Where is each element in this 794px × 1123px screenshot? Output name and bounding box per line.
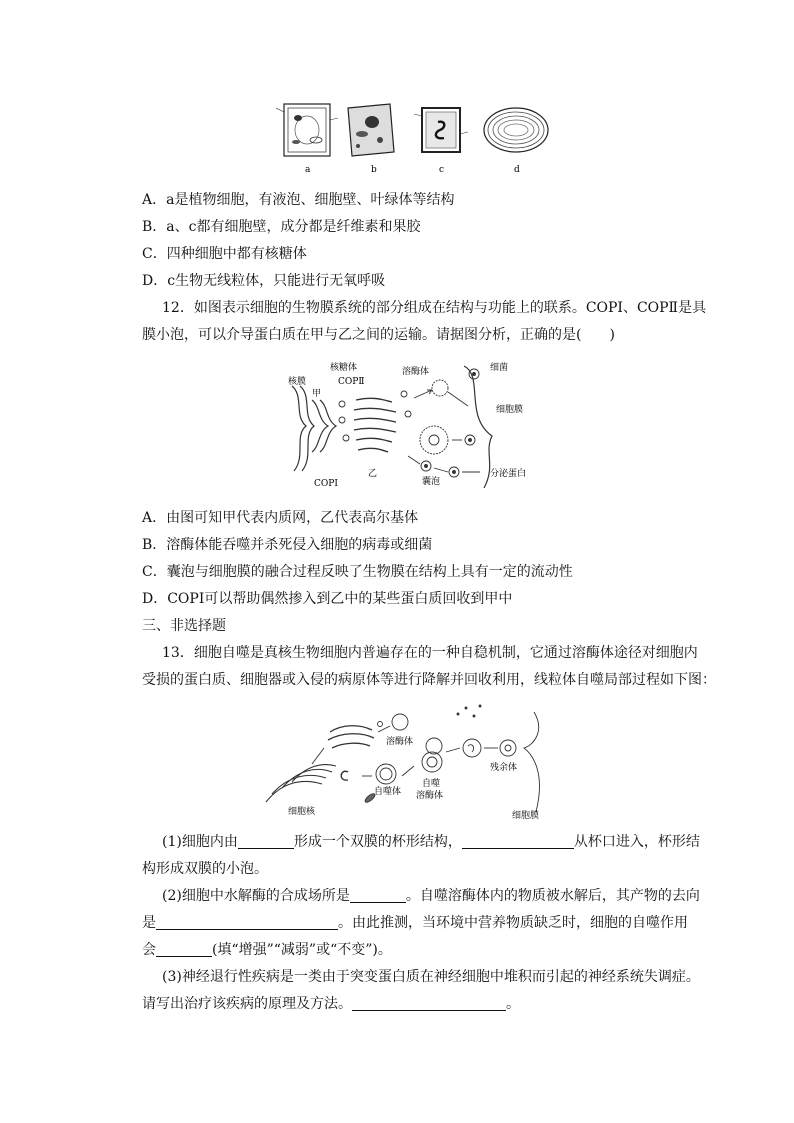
cell-a-drawing bbox=[276, 104, 338, 156]
label-secreted-protein: 分泌蛋白 bbox=[490, 469, 527, 479]
label-ribosome: 核糖体 bbox=[330, 363, 358, 373]
cell-c-label: c bbox=[439, 165, 445, 175]
q11-option-d: D．c生物无线粒体，只能进行无氧呼吸 bbox=[142, 273, 386, 289]
q11-cell-figure bbox=[276, 100, 556, 176]
q13-part1-blank2[interactable] bbox=[462, 834, 574, 849]
q13-part2-blank2[interactable] bbox=[156, 915, 338, 930]
label-autophagosome: 自噬体 bbox=[374, 787, 402, 797]
label-bacteria: 细菌 bbox=[490, 363, 509, 373]
q12-membrane-figure bbox=[284, 356, 554, 490]
q13-part2-line2 bbox=[142, 913, 688, 933]
q13-part2-text-e: 会 bbox=[142, 942, 156, 958]
label-jia: 甲 bbox=[312, 389, 322, 399]
q13-part2-line1 bbox=[162, 886, 700, 906]
q13-part2-text-d: 。由此推测，当环境中营养物质缺乏时，细胞的自噬作用 bbox=[338, 915, 688, 931]
label-copi: COPⅠ bbox=[314, 479, 338, 489]
q13-part2-blank1[interactable] bbox=[350, 888, 406, 903]
q13-part3-line1: (3)神经退行性疾病是一类由于突变蛋白质在神经细胞中堆积而引起的神经系统失调症。 bbox=[162, 969, 700, 985]
q13-part3-line2 bbox=[142, 994, 520, 1014]
section-heading: 三、非选择题 bbox=[142, 618, 226, 634]
q13-part1-line1 bbox=[162, 832, 700, 852]
cell-membrane-drawing bbox=[464, 366, 492, 488]
label-residual-body: 残余体 bbox=[490, 763, 518, 773]
label-lysosome: 溶酶体 bbox=[386, 737, 414, 747]
label-autolysosome-2: 溶酶体 bbox=[416, 791, 444, 801]
q13-part3-text-c: 。 bbox=[506, 996, 520, 1012]
q13-part2-text-b: 。自噬溶酶体内的物质被水解后，其产物的去向 bbox=[405, 888, 700, 904]
q13-part2-line3 bbox=[142, 940, 392, 960]
label-cell-membrane: 细胞膜 bbox=[512, 811, 540, 820]
label-vesicle: 囊泡 bbox=[422, 477, 441, 487]
q13-part1-text-a: (1)细胞内由 bbox=[162, 834, 238, 850]
cell-c-drawing bbox=[414, 108, 468, 152]
label-yi: 乙 bbox=[368, 469, 378, 479]
q11-option-c: C．四种细胞中都有核糖体 bbox=[142, 246, 307, 262]
label-lysosome: 溶酶体 bbox=[402, 367, 430, 377]
q13-part2-blank3[interactable] bbox=[156, 942, 212, 957]
q13-stem-line2: 受损的蛋白质、细胞器或入侵的病原体等进行降解并回收利用，线粒体自噬局部过程如下图： bbox=[142, 672, 716, 688]
q12-option-a: A．由图可知甲代表内质网，乙代表高尔基体 bbox=[142, 510, 419, 526]
q13-part1-blank1[interactable] bbox=[238, 834, 294, 849]
label-autolysosome-1: 自噬 bbox=[422, 779, 441, 789]
q13-part2-text-c: 是 bbox=[142, 915, 156, 931]
q12-stem-line2: 膜小泡，可以介导蛋白质在甲与乙之间的运输。请据图分析，正确的是( ) bbox=[142, 327, 615, 343]
q12-stem-line1: 12．如图表示细胞的生物膜系统的部分组成在结构与功能上的联系。COPⅠ、COPⅡ是具 bbox=[162, 300, 707, 316]
golgi-drawing bbox=[328, 726, 374, 748]
q13-part3-blank[interactable] bbox=[352, 996, 506, 1011]
q13-part1-text-b: 形成一个双膜的杯形结构， bbox=[293, 834, 462, 850]
q13-part1-text-c: 从杯口进入，杯形结 bbox=[573, 834, 700, 850]
nucleus-drawing bbox=[266, 765, 336, 802]
q13-part3-text-b: 请写出治疗该疾病的原理及方法。 bbox=[142, 996, 352, 1012]
cell-d-drawing bbox=[484, 108, 548, 152]
label-copii: COPⅡ bbox=[338, 377, 365, 387]
q12-option-b: B．溶酶体能吞噬并杀死侵入细胞的病毒或细菌 bbox=[142, 537, 433, 553]
cell-b-drawing bbox=[348, 104, 394, 156]
cell-d-label: d bbox=[514, 165, 520, 175]
q13-stem-line1: 13．细胞自噬是真核生物细胞内普遍存在的一种自稳机制，它通过溶酶体途径对细胞内 bbox=[162, 645, 698, 661]
q12-option-c: C．囊泡与细胞膜的融合过程反映了生物膜在结构上具有一定的流动性 bbox=[142, 564, 573, 580]
q11-option-b: B．a、c都有细胞壁，成分都是纤维素和果胶 bbox=[142, 219, 421, 235]
q13-autophagy-figure bbox=[262, 702, 552, 820]
q13-part2-text-f: (填“增强”“减弱”或“不变”)。 bbox=[212, 942, 392, 958]
q13-part1-line2: 构形成双膜的小泡。 bbox=[142, 861, 268, 877]
label-nuclear-membrane: 核膜 bbox=[288, 377, 307, 387]
q13-part2-text-a: (2)细胞中水解酶的合成场所是 bbox=[162, 888, 350, 904]
label-cell-membrane: 细胞膜 bbox=[496, 405, 524, 415]
figure-labels bbox=[288, 361, 526, 489]
q12-option-d: D．COPⅠ可以帮助偶然掺入到乙中的某些蛋白质回收到甲中 bbox=[142, 591, 513, 607]
cell-b-label: b bbox=[371, 165, 377, 175]
cell-a-label: a bbox=[305, 165, 311, 175]
golgi-drawing bbox=[354, 398, 396, 452]
q11-option-a: A．a是植物细胞，有液泡、细胞壁、叶绿体等结构 bbox=[142, 192, 455, 208]
label-nucleus: 细胞核 bbox=[288, 807, 316, 817]
